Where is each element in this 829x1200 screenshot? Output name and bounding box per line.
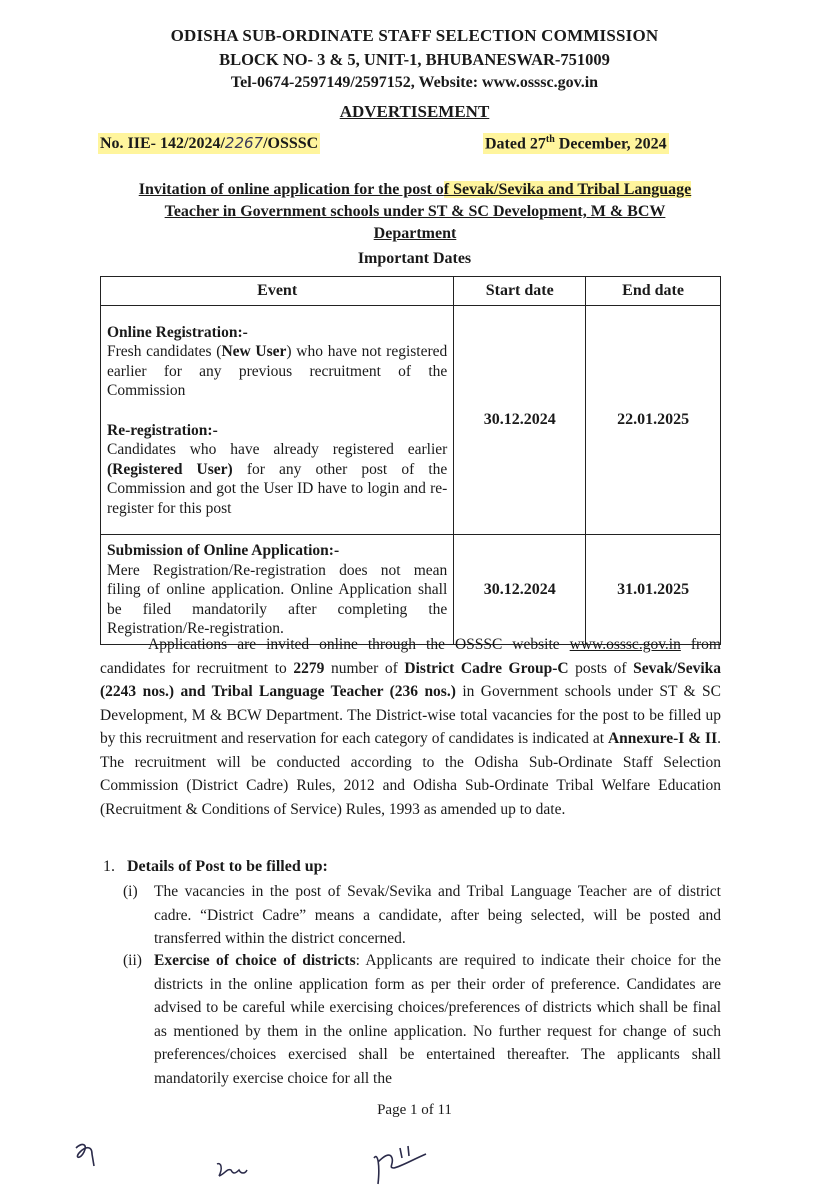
reference-date: Dated 27th December, 2024 (485, 134, 667, 153)
important-dates-table (100, 276, 721, 645)
page-number: Page 1 of 11 (377, 1102, 452, 1118)
signature-mark-3 (368, 1138, 448, 1190)
website-link[interactable]: www.osssc.gov.in (569, 636, 681, 653)
handwritten-number: 2267 (224, 134, 264, 152)
start-date-cell: 30.12.2024 (454, 306, 586, 535)
column-header: Start date (454, 277, 586, 306)
important-dates-heading: Important Dates (357, 250, 472, 267)
event-cell: Online Registration:- Fresh candidates (New User) who have not registered earlier for any previous recruitment of the Commission Re-registration:- Candidates who have already registered earlier (Registered User) for any other post of the Commission and got the User ID have to login and re-register for this post (101, 306, 454, 535)
org-contact: Tel-0674-2597149/2597152, Website: www.osssc.gov.in (230, 74, 599, 91)
subject-heading: Invitation of online application for the post of Sevak/Sevika and Tribal Language Teacher in Government schools under ST & SC Development, M & BCW Department (138, 181, 692, 242)
org-address: BLOCK NO- 3 & 5, UNIT-1, BHUBANESWAR-751009 (219, 50, 610, 69)
start-date-cell: 30.12.2024 (454, 535, 586, 645)
intro-paragraph: Applications are invited online through the OSSSC website www.osssc.gov.in from candidates for recruitment to 2279 number of District Cadre Group-C posts of Sevak/Sevika (2243 nos.) and Tribal Language Teacher (236 nos.) in Government schools under ST & SC Development, M & BCW Department. The District-wise total vacancies for the post to be filled up by this recruitment and reservation for each category of candidates is indicated at Annexure-I & II. The recruitment will be conducted according to the Odisha Sub-Ordinate Staff Selection Commission (District Cadre) Rules, 2012 and Odisha Sub-Ordinate Tribal Welfare Education (Recruitment & Conditions of Service) Rules, 1993 as amended up to date. (100, 636, 721, 818)
end-date-cell: 31.01.2025 (586, 535, 721, 645)
table-row (101, 535, 721, 645)
column-header: End date (586, 277, 721, 306)
signature-mark-2 (213, 1158, 253, 1182)
end-date-cell: 22.01.2025 (586, 306, 721, 535)
org-name: ODISHA SUB-ORDINATE STAFF SELECTION COMMISSION (170, 26, 659, 45)
section-heading: 1. Details of Post to be filled up: (103, 858, 328, 875)
reference-line (98, 131, 698, 157)
document-title: ADVERTISEMENT (339, 102, 490, 121)
table-row (101, 306, 721, 535)
table-header-row (101, 277, 721, 306)
event-cell: Submission of Online Application:- Mere Registration/Re-registration does not mean filing of online application. Online Application shall be filed mandatorily after completing the Registration/Re-registration. (101, 535, 454, 645)
reference-number: No. IIE- 142/2024/2267/OSSSC (100, 134, 319, 152)
list-item: (ii) Exercise of choice of districts: Applicants are required to indicate their choice for the districts in the online application form as per their order of preference. Candidates are advised to be careful while exercising choices/preferences of districts which shall be final as mentioned by them in the online application. No further request for change of such preferences/choices exercised shall be entertained thereafter. The applicants shall mandatorily exercise choice for all the (123, 952, 721, 1087)
column-header: Event (101, 277, 454, 306)
list-item: (i) The vacancies in the post of Sevak/Sevika and Tribal Language Teacher are of district cadre. “District Cadre” means a candidate, after being selected, will be posted and transferred within the district concerned. (123, 883, 721, 947)
signature-mark-1 (70, 1136, 110, 1170)
